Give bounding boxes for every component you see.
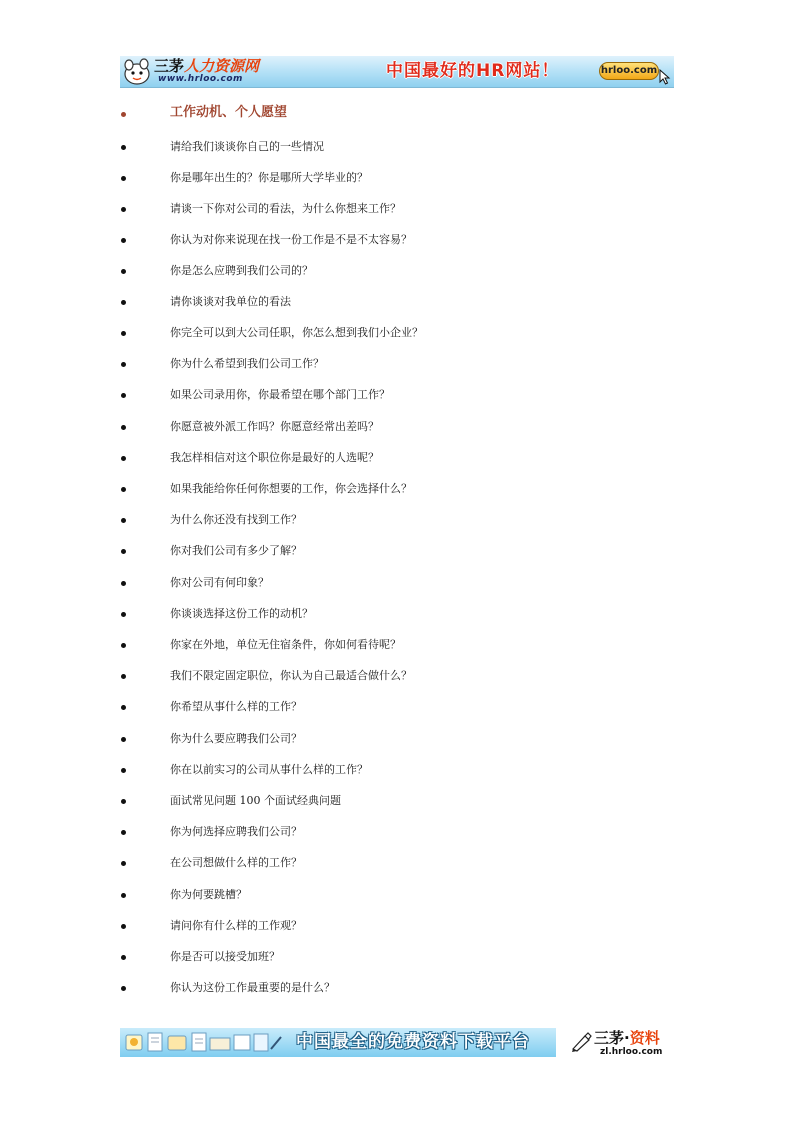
question-text: 你是哪年出生的？你是哪所大学毕业的？ <box>170 171 368 184</box>
header-logo[interactable] <box>120 56 360 87</box>
header-slogan: 中国最好的HR网站！ <box>386 61 560 81</box>
bullet-icon <box>121 893 126 898</box>
bullet-icon <box>121 581 126 586</box>
header-banner[interactable] <box>120 56 674 88</box>
bullet-icon <box>121 799 126 804</box>
bullet-icon <box>121 986 126 991</box>
question-text: 你是否可以接受加班？ <box>170 950 280 963</box>
question-text: 你谈谈选择这份工作的动机？ <box>170 607 313 620</box>
question-text: 你对公司有何印象？ <box>170 576 269 589</box>
bullet-icon <box>121 861 126 866</box>
bullet-icon <box>121 456 126 461</box>
bullet-icon <box>121 768 126 773</box>
question-text: 我怎样相信对这个职位你是最好的人选呢？ <box>170 451 379 464</box>
question-text: 在公司想做什么样的工作？ <box>170 856 302 869</box>
bullet-icon <box>121 518 126 523</box>
bullet-icon <box>121 269 126 274</box>
bullet-icon <box>121 830 126 835</box>
bullet-icon <box>121 612 126 617</box>
bullet-icon <box>121 331 126 336</box>
bullet-icon <box>121 737 126 742</box>
header-brand-red: 人力资源网 <box>184 57 260 75</box>
bullet-icon <box>121 674 126 679</box>
bullet-icon <box>121 238 126 243</box>
section-heading: 工作动机、个人愿望 <box>170 105 288 120</box>
footer-logo-brand <box>594 1030 660 1047</box>
document-icons <box>124 1031 284 1054</box>
question-text: 你是怎么应聘到我们公司的？ <box>170 264 313 277</box>
bullet-icon <box>121 362 126 367</box>
footer-logo-red: 资料 <box>629 1029 660 1047</box>
cursor-icon <box>658 69 672 85</box>
bullet-icon <box>121 112 126 117</box>
question-text: 你认为对你来说现在找一份工作是不是不太容易？ <box>170 233 412 246</box>
bullet-icon <box>121 487 126 492</box>
question-text: 你为何选择应聘我们公司？ <box>170 825 302 838</box>
bullet-icon <box>121 924 126 929</box>
footer-banner[interactable] <box>120 1028 556 1057</box>
question-text: 面试常见问题 100 个面试经典问题 <box>170 794 341 807</box>
question-text: 你为何要跳槽？ <box>170 888 247 901</box>
question-text: 请你谈谈对我单位的看法 <box>170 295 291 308</box>
bullet-icon <box>121 549 126 554</box>
header-brand-black: 三茅 <box>154 57 185 75</box>
bullet-icon <box>121 425 126 430</box>
question-text: 你为什么希望到我们公司工作？ <box>170 357 324 370</box>
question-text: 你为什么要应聘我们公司？ <box>170 732 302 745</box>
hrloo-button[interactable]: hrloo.com <box>599 62 659 80</box>
question-text: 你家在外地，单位无住宿条件，你如何看待呢？ <box>170 638 401 651</box>
footer-logo-url: zl.hrloo.com <box>600 1047 663 1057</box>
footer-slogan: 中国最全的免费资料下载平台 <box>296 1032 530 1052</box>
question-text: 你希望从事什么样的工作？ <box>170 700 302 713</box>
question-text: 你对我们公司有多少了解？ <box>170 544 302 557</box>
bullet-icon <box>121 643 126 648</box>
question-text: 请谈一下你对公司的看法，为什么你想来工作？ <box>170 202 401 215</box>
question-text: 请问你有什么样的工作观？ <box>170 919 302 932</box>
question-text: 我们不限定固定职位，你认为自己最适合做什么？ <box>170 669 412 682</box>
bullet-icon <box>121 393 126 398</box>
bullet-icon <box>121 145 126 150</box>
mascot-icon <box>122 58 152 85</box>
question-text: 你愿意被外派工作吗？你愿意经常出差吗？ <box>170 420 379 433</box>
question-text: 你认为这份工作最重要的是什么？ <box>170 981 335 994</box>
bullet-icon <box>121 176 126 181</box>
question-text: 如果公司录用你，你最希望在哪个部门工作？ <box>170 388 390 401</box>
question-text: 如果我能给你任何你想要的工作，你会选择什么？ <box>170 482 412 495</box>
header-brand <box>154 58 259 75</box>
bullet-icon <box>121 705 126 710</box>
bullet-icon <box>121 300 126 305</box>
footer-logo[interactable] <box>570 1030 670 1058</box>
header-url: www.hrloo.com <box>158 74 243 84</box>
pen-icon <box>570 1032 592 1052</box>
question-text: 请给我们谈谈你自己的一些情况 <box>170 140 324 153</box>
question-text: 你完全可以到大公司任职，你怎么想到我们小企业？ <box>170 326 423 339</box>
question-text: 为什么你还没有找到工作？ <box>170 513 302 526</box>
footer-logo-black: 三茅· <box>594 1029 630 1047</box>
bullet-icon <box>121 955 126 960</box>
bullet-icon <box>121 207 126 212</box>
question-text: 你在以前实习的公司从事什么样的工作？ <box>170 763 368 776</box>
